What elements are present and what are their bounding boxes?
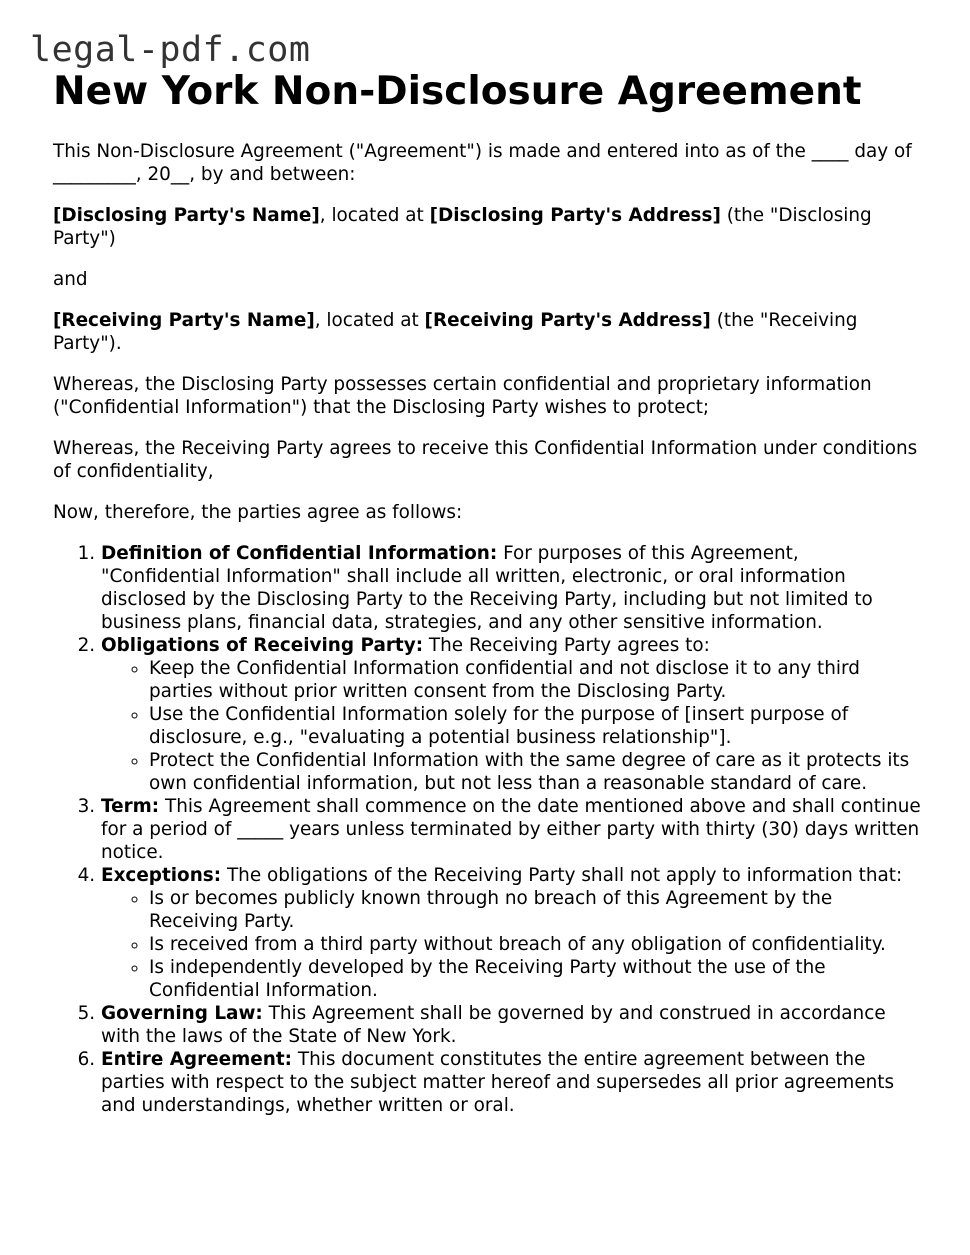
section-text: For purposes of this Agreement, "Confidential Information" shall include all written, electronic, or oral information disclosed by the Disclosing Party to the Receiving Party, including but not limited to business plans, financial data, strategies, and any other sensitive information. <box>101 543 873 633</box>
section-text: The Receiving Party agrees to: <box>423 635 710 656</box>
section-item <box>101 634 923 795</box>
document-page <box>53 68 923 1117</box>
receiving-party-name: [Receiving Party's Name] <box>53 310 315 331</box>
section-heading: Governing Law: <box>101 1003 263 1024</box>
list-item: ◦ Is independently developed by the Receiving Party without the use of the Confidential Information. <box>149 956 923 1002</box>
whereas-paragraph-2: Whereas, the Receiving Party agrees to receive this Confidential Information under conditions of confidentiality, <box>53 438 918 482</box>
disclosing-party-paragraph <box>53 204 923 250</box>
section-item <box>101 1002 923 1048</box>
section-heading: Term: <box>101 796 160 817</box>
section-item <box>101 864 923 1002</box>
list-item: ◦ Use the Confidential Information solely for the purpose of [insert purpose of disclosure, e.g., "evaluating a potential business relationship"]. <box>149 703 923 749</box>
document-body <box>53 140 923 1117</box>
section-heading: Entire Agreement: <box>101 1049 292 1070</box>
section-text: The obligations of the Receiving Party shall not apply to information that: <box>221 865 903 886</box>
obligations-list <box>101 657 923 795</box>
receiving-party-paragraph <box>53 309 923 355</box>
page-title: New York Non-Disclosure Agreement <box>53 69 862 114</box>
section-text: This document constitutes the entire agreement between the parties with respect to the subject matter hereof and supersedes all prior agreements and understandings, whether written or oral. <box>101 1049 895 1116</box>
section-item <box>101 542 923 634</box>
disclosing-party-address: [Disclosing Party's Address] <box>429 205 721 226</box>
section-heading: Definition of Confidential Information: <box>101 543 498 564</box>
sections-list <box>53 542 923 1117</box>
section-text: This Agreement shall commence on the date mentioned above and shall continue for a period of _____ years unless terminated by either party with thirty (30) days written notice. <box>101 796 921 863</box>
and-text: and <box>53 269 88 290</box>
disclosing-located-at: , located at <box>319 205 430 226</box>
section-item <box>101 795 923 864</box>
exceptions-list <box>101 887 923 1002</box>
list-item: ◦ Is received from a third party without breach of any obligation of confidentiality. <box>149 933 923 956</box>
receiving-party-address: [Receiving Party's Address] <box>424 310 711 331</box>
receiving-suffix: (the "Receiving Party"). <box>53 310 858 354</box>
section-text: This Agreement shall be governed by and construed in accordance with the laws of the State of New York. <box>101 1003 886 1047</box>
section-item <box>101 1048 923 1117</box>
whereas-paragraph-1: Whereas, the Disclosing Party possesses certain confidential and proprietary information ("Confidential Information") that the Disclosing Party wishes to protect; <box>53 374 872 418</box>
receiving-located-at: , located at <box>314 310 425 331</box>
disclosing-party-name: [Disclosing Party's Name] <box>53 205 320 226</box>
section-heading: Exceptions: <box>101 865 222 886</box>
disclosing-suffix: (the "Disclosing Party") <box>53 205 872 249</box>
list-item: ◦ Is or becomes publicly known through no breach of this Agreement by the Receiving Party. <box>149 887 923 933</box>
now-therefore-paragraph: Now, therefore, the parties agree as follows: <box>53 502 463 523</box>
intro-paragraph: This Non-Disclosure Agreement ("Agreement") is made and entered into as of the ____ day of _________, 20__, by and between: <box>53 141 912 185</box>
section-heading: Obligations of Receiving Party: <box>101 635 424 656</box>
watermark: legal-pdf.com <box>30 30 311 70</box>
list-item: ◦ Protect the Confidential Information with the same degree of care as it protects its own confidential information, but not less than a reasonable standard of care. <box>149 749 923 795</box>
list-item: ◦ Keep the Confidential Information confidential and not disclose it to any third parties without prior written consent from the Disclosing Party. <box>149 657 923 703</box>
